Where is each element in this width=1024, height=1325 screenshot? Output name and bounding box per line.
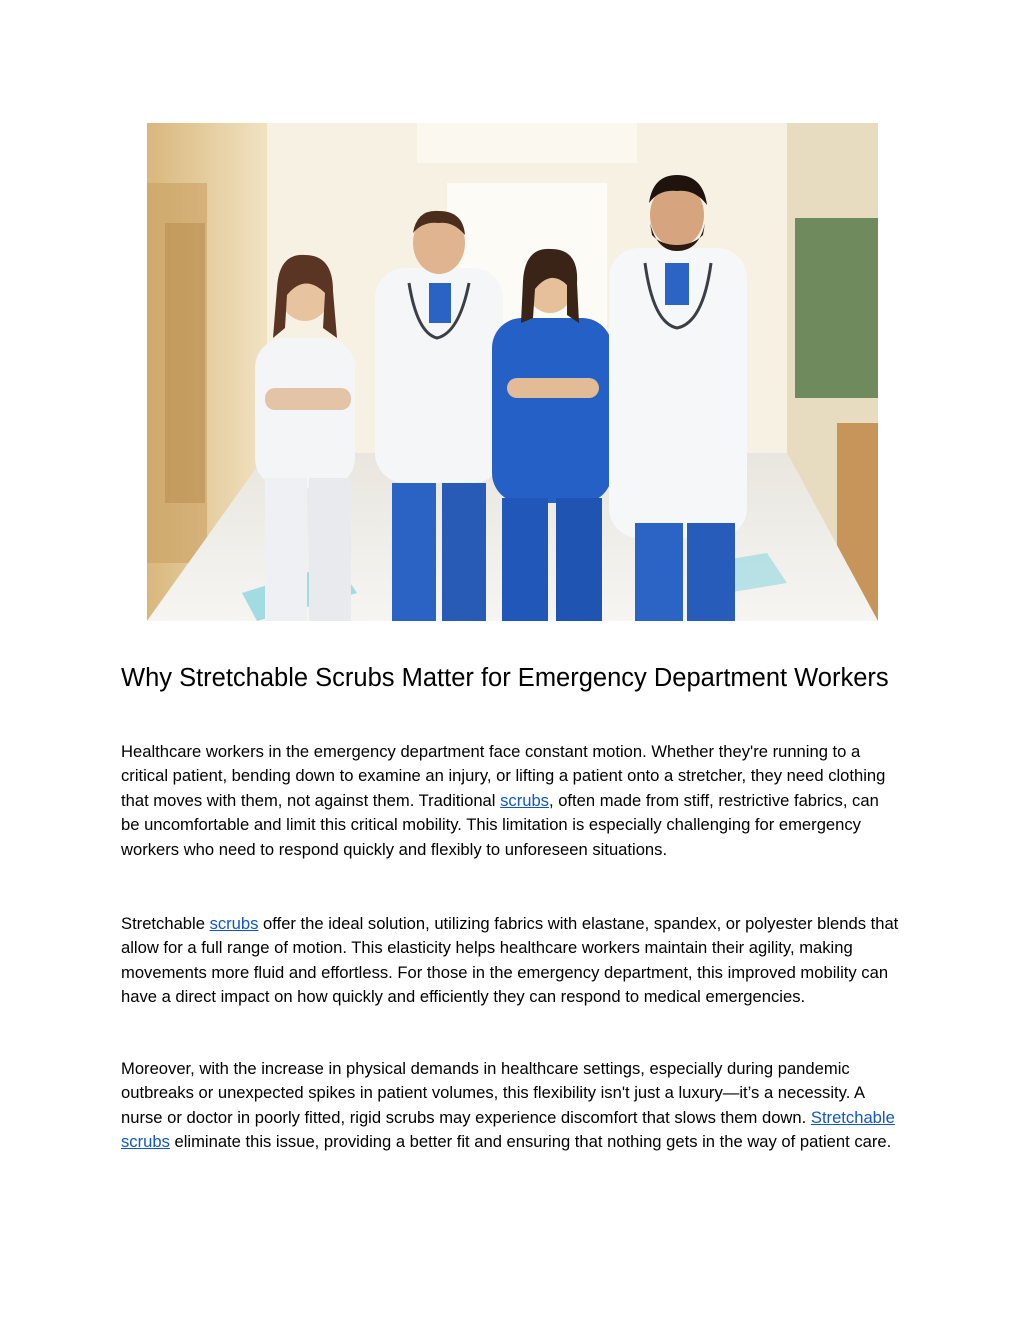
paragraph-1-text-b: , often made from stiff, restrictive fabrics, can be uncomfortable and limit this critical mobility. This limitation is especially challenging for emergency workers who need to respond quickly and flexibly to unforeseen situations. [121, 790, 879, 859]
paragraph-1 [121, 740, 901, 862]
scrubs-link-1[interactable]: scrubs [500, 790, 549, 810]
paragraph-3-text-a: Moreover, with the increase in physical demands in healthcare settings, especially during pandemic outbreaks or unexpected spikes in patient volumes, this flexibility isn't just a luxury—it’s a necessity. A nurse or doctor in poorly fitted, rigid scrubs may experience discomfort that slows them down. [121, 1059, 865, 1127]
hero-image [147, 123, 878, 621]
paragraph-3-text-b: eliminate this issue, providing a better fit and ensuring that nothing gets in the way of patient care. [169, 1132, 892, 1152]
paragraph-1-text-a: Healthcare workers in the emergency department face constant motion. Whether they're running to a critical patient, bending down to examine an injury, or lifting a patient onto a stretcher, they need clothing that moves with them, not against them. Traditional [121, 742, 886, 810]
paragraph-3 [121, 1057, 901, 1155]
hero-illustration [147, 123, 878, 621]
article-title: Why Stretchable Scrubs Matter for Emergency Department Workers [121, 664, 889, 692]
paragraph-2-text-b: offer the ideal solution, utilizing fabrics with elastane, spandex, or polyester blends that allow for a full range of motion. This elasticity helps healthcare workers maintain their agility, making movements more fluid and effortless. For those in the emergency department, this improved mobility can have a direct impact on how quickly and efficiently they can respond to medical emergencies. [121, 914, 899, 1007]
scrubs-link-2[interactable]: scrubs [209, 914, 259, 933]
paragraph-2 [121, 912, 901, 1010]
paragraph-2-text-a: Stretchable [121, 914, 210, 933]
stretchable-scrubs-link[interactable]: Stretchable scrubs [121, 1107, 895, 1152]
